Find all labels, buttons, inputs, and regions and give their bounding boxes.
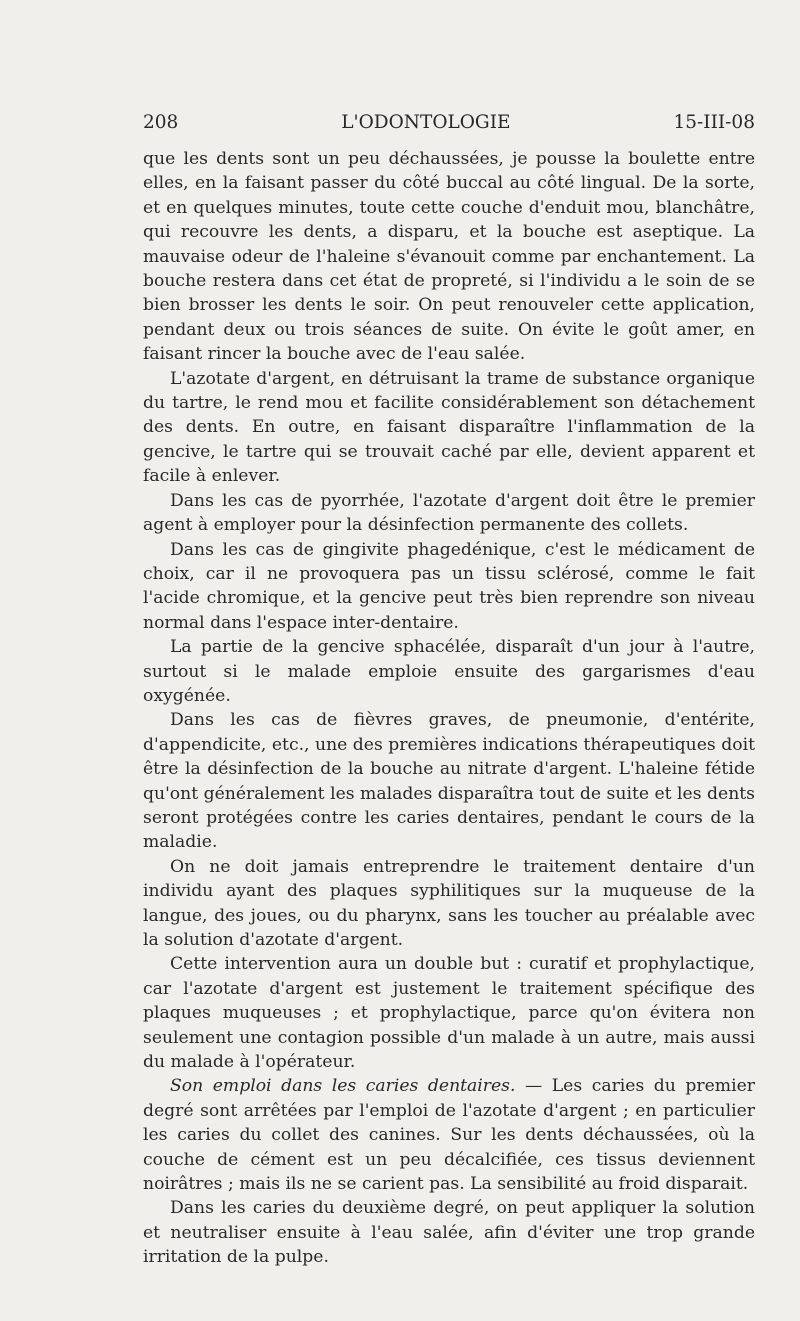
section-paragraph	[143, 1074, 755, 1196]
paragraph-2: L'azotate d'argent, en détruisant la trame de substance organique du tartre, le rend mou et facilite considérablement son détachement des dents. En outre, en faisant disparaître l'inflammation de la gencive, le tartre qui se trouvait caché par elle, devient apparent et facile à enlever.	[143, 368, 755, 487]
paragraph-3: Dans les cas de pyorrhée, l'azotate d'argent doit être le premier agent à employer pour la désinfection permanente des collets.	[143, 490, 755, 536]
journal-title: L'ODONTOLOGIE	[341, 112, 511, 133]
paragraph-8: Cette intervention aura un double but : curatif et prophylactique, car l'azotate d'argent est justement le traitement spécifique des plaques muqueuses ; et prophylactique, parce qu'on évitera non seulement une contagion possible d'un malade à un autre, mais aussi du malade à l'opérateur.	[143, 954, 755, 1073]
issue-date: 15-III-08	[673, 112, 755, 133]
section-heading: Son emploi dans les caries dentaires.	[170, 1076, 516, 1097]
final-paragraph: Dans les caries du deuxième degré, on peut appliquer la solution et neutraliser ensuite à l'eau salée, afin d'éviter une trop grande irritation de la pulpe.	[143, 1198, 755, 1268]
page-number: 208	[143, 112, 179, 133]
body-text	[143, 147, 755, 1270]
running-header	[143, 112, 755, 142]
paragraph-1: que les dents sont un peu déchaussées, je pousse la boulette entre elles, en la faisant passer du côté buccal au côté lingual. De la sorte, et en quelques minutes, toute cette couche d'enduit mou, blanchâtre, qui recouvre les dents, a disparu, et la bouche est aseptique. La mauvaise odeur de l'haleine s'évanouit comme par enchantement. La bouche restera dans cet état de propreté, si l'individu a le soin de se bien brosser les dents le soir. On peut renouveler cette application, pendant deux ou trois séances de suite. On évite le goût amer, en faisant rincer la bouche avec de l'eau salée.	[143, 149, 755, 365]
paragraph-7: On ne doit jamais entreprendre le traitement dentaire d'un individu ayant des plaques syphilitiques sur la muqueuse de la langue, des joues, ou du pharynx, sans les toucher au préalable avec la solution d'azotate d'argent.	[143, 856, 755, 950]
section-text: — Les caries du premier degré sont arrêtées par l'emploi de l'azotate d'argent ; en particulier les caries du collet des canines. Sur les dents déchaussées, où la couche de cément est un peu décalcifiée, ces tissus deviennent noirâtres ; mais ils ne se carient pas. La sensibilité au froid disparait.	[143, 1076, 755, 1195]
paragraph-4: Dans les cas de gingivite phagedénique, c'est le médicament de choix, car il ne provoquera pas un tissu sclérosé, comme le fait l'acide chromique, et la gencive peut très bien reprendre son niveau normal dans l'espace inter-dentaire.	[143, 539, 755, 633]
paragraph-6: Dans les cas de fièvres graves, de pneumonie, d'entérite, d'appendicite, etc., une des premières indications thérapeutiques doit être la désinfection de la bouche au nitrate d'argent. L'haleine fétide qu'ont généralement les malades disparaîtra tout de suite et les dents seront protégées contre les caries dentaires, pendant le cours de la maladie.	[143, 710, 755, 853]
paragraph-5: La partie de la gencive sphacélée, disparaît d'un jour à l'autre, surtout si le malade emploie ensuite des gargarismes d'eau oxygénée.	[143, 637, 755, 706]
